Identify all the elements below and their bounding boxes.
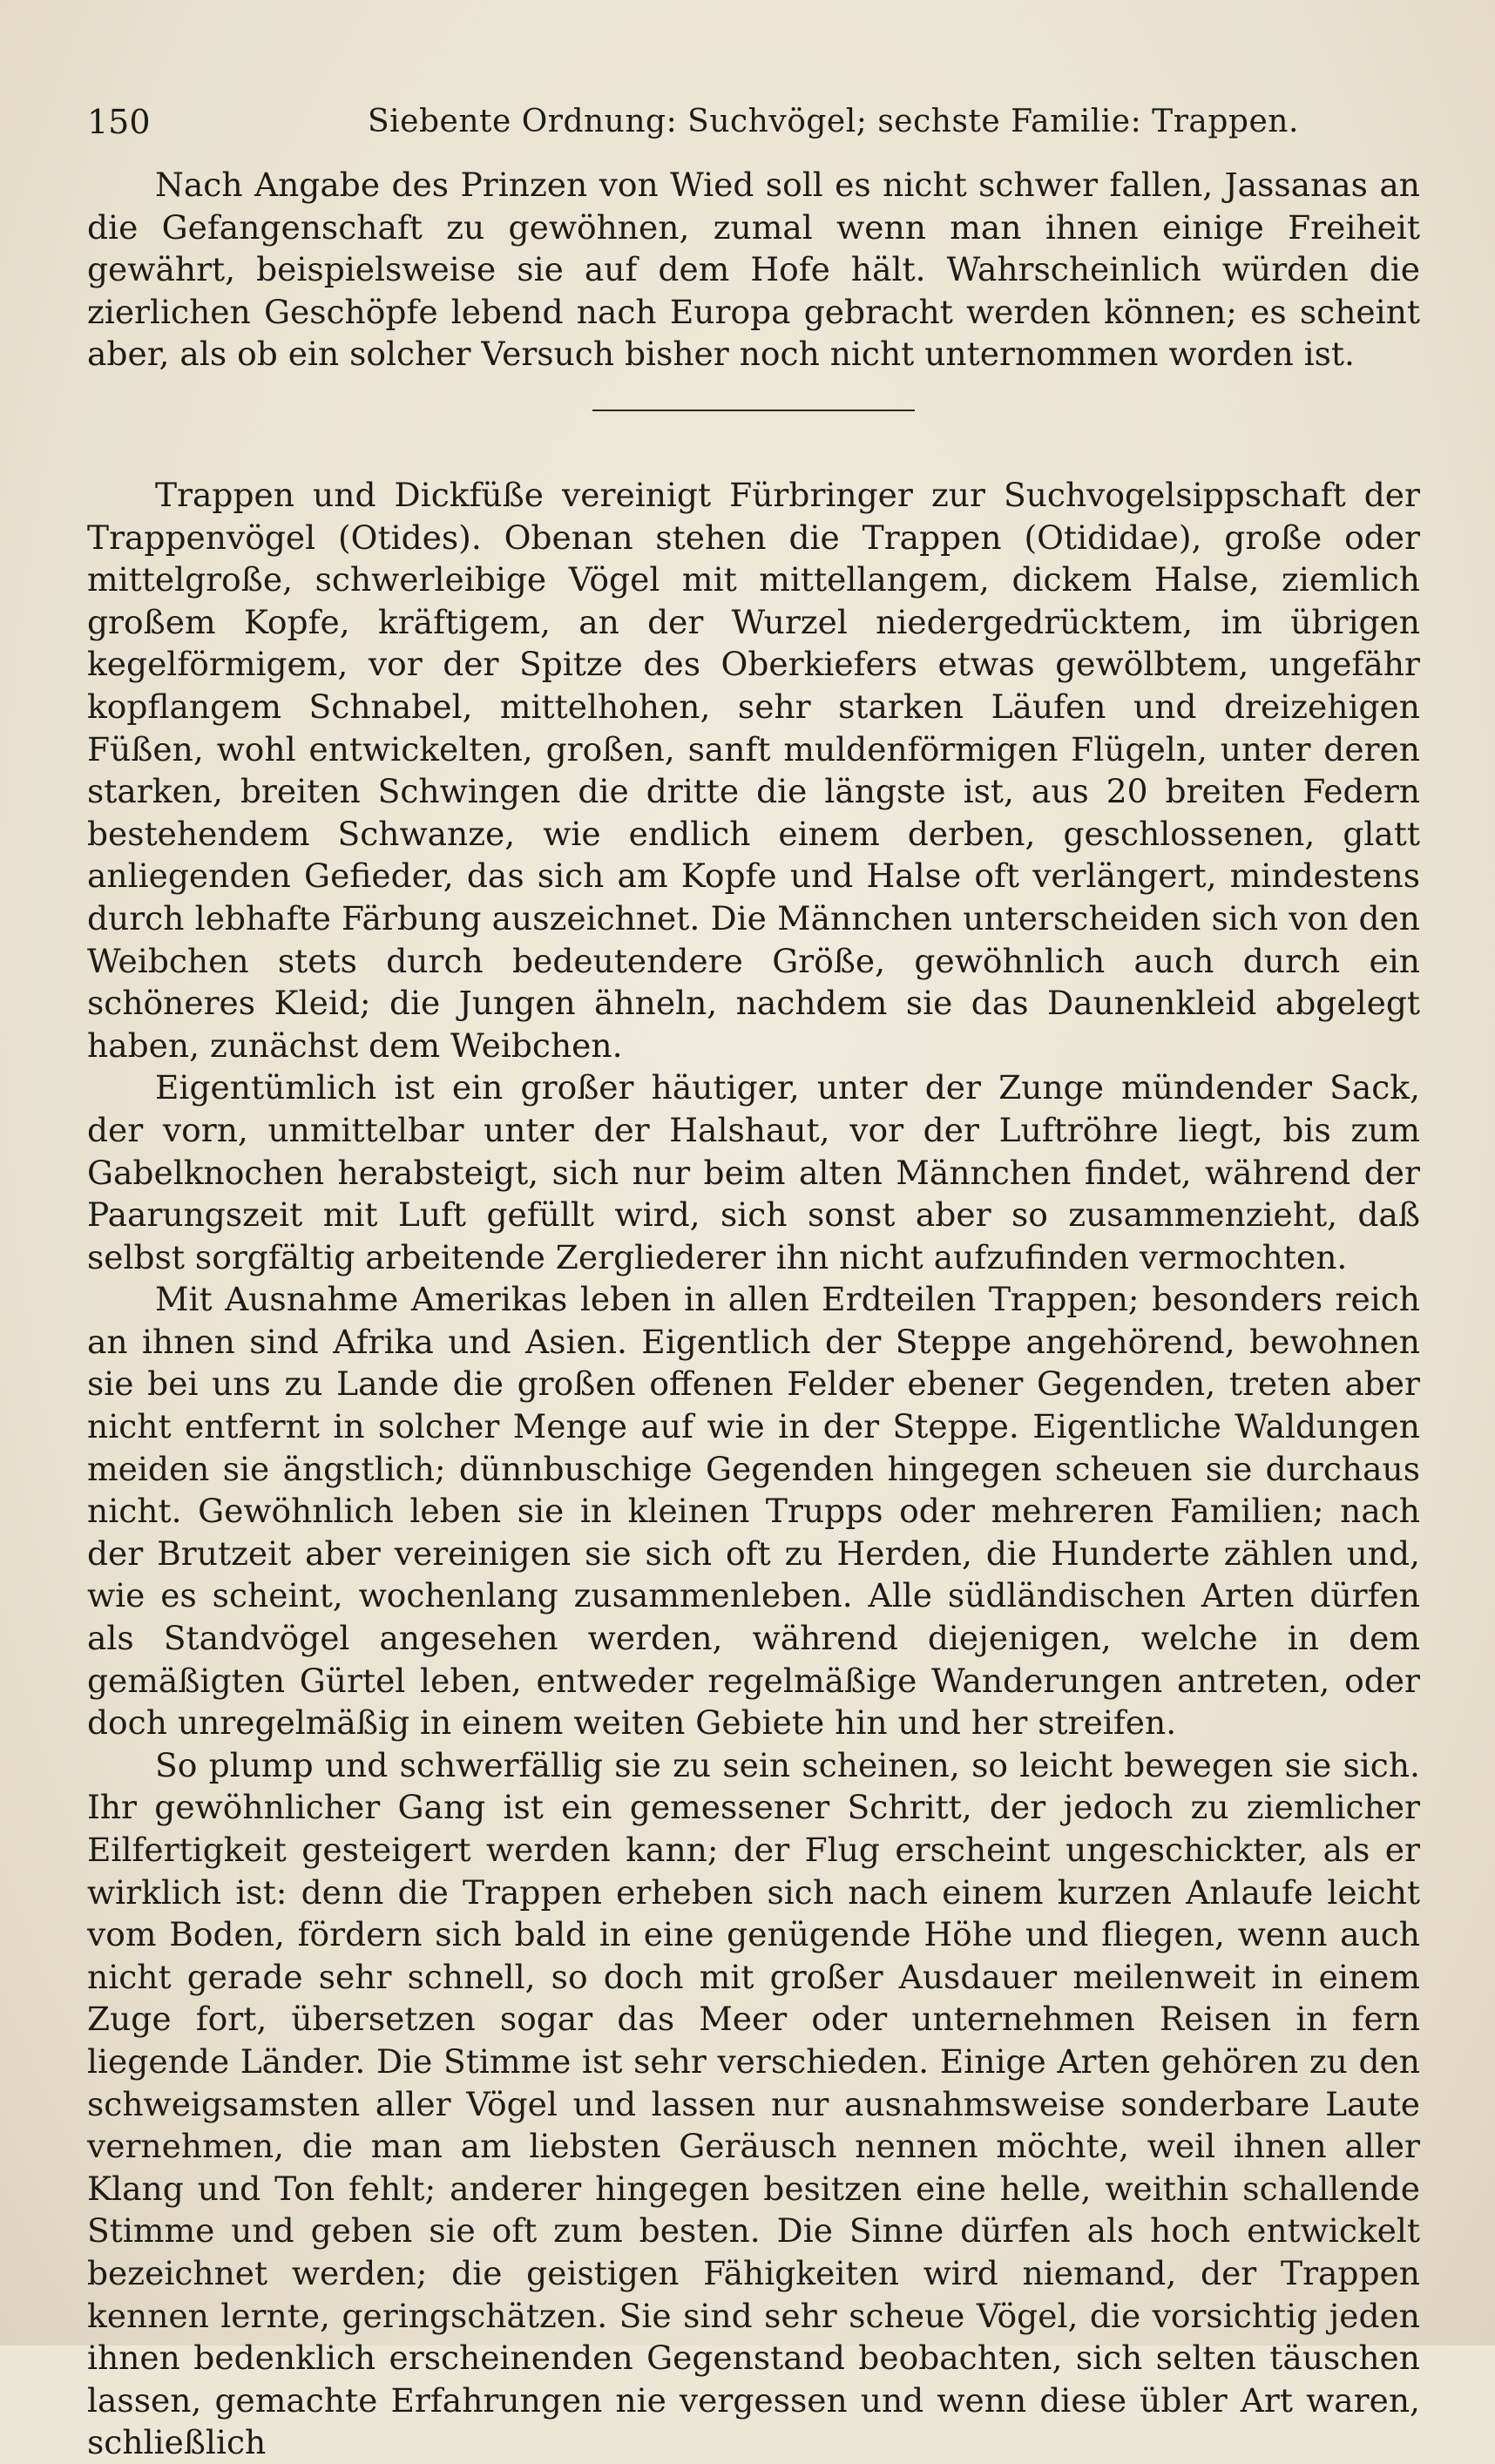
text-block-top xyxy=(87,164,1420,376)
paragraph: Mit Ausnahme Amerikas leben in allen Erdteilen Trappen; besonders reich an ihnen sind Afrika und Asien. Eigentlich der Steppe angehörend, bewohnen sie bei uns zu Lande die großen offenen Felder ebener Gegenden, treten aber nicht entfernt in solcher Menge auf wie in der Steppe. Eigentliche Waldungen meiden sie ängstlich; dünnbuschige Gegenden hingegen scheuen sie durchaus nicht. Gewöhnlich leben sie in kleinen Trupps oder mehreren Familien; nach der Brutzeit aber vereinigen sie sich oft zu Herden, die Hunderte zählen und, wie es scheint, wochenlang zusammenleben. Alle südländischen Arten dürfen als Standvögel angesehen werden, während diejenigen, welche in dem gemäßigten Gürtel leben, entweder regelmäßige Wanderungen antreten, oder doch unregelmäßig in einem weiten Gebiete hin und her streifen. xyxy=(87,1280,1420,1743)
page-number: 150 xyxy=(87,103,151,141)
running-title: Siebente Ordnung: Suchvögel; sechste Familie: Trappen. xyxy=(368,104,1299,139)
page-header xyxy=(87,98,1420,146)
paragraph: Nach Angabe des Prinzen von Wied soll es nicht schwer fallen, Jassanas an die Gefangenschaft zu gewöhnen, zumal wenn man ihnen einige Freiheit gewährt, beispielsweise sie auf dem Hofe hält. Wahrscheinlich würden die zierlichen Geschöpfe lebend nach Europa gebracht werden können; es scheint aber, als ob ein solcher Versuch bisher noch nicht unternommen worden ist. xyxy=(87,166,1420,374)
paragraph: Eigentümlich ist ein großer häutiger, unter der Zunge mündender Sack, der vorn, unmittelbar unter der Halshaut, vor der Luftröhre liegt, bis zum Gabelknochen herabsteigt, sich nur beim alten Männchen findet, während der Paarungszeit mit Luft gefüllt wird, sich sonst aber so zusammenzieht, daß selbst sorgfältig arbeitende Zergliederer ihn nicht aufzufinden vermochten. xyxy=(87,1068,1420,1276)
section-divider xyxy=(592,410,915,411)
paragraph: Trappen und Dickfüße vereinigt Fürbringer zur Suchvogelsippschaft der Trappenvögel (Otides). Obenan stehen die Trappen (Otididae), große oder mittelgroße, schwerleibige Vögel mit mittellangem, dickem Halse, ziemlich großem Kopfe, kräftigem, an der Wurzel niedergedrücktem, im übrigen kegelförmigem, vor der Spitze des Oberkiefers etwas gewölbtem, ungefähr kopflangem Schnabel, mittelhohen, sehr starken Läufen und dreizehigen Füßen, wohl entwickelten, großen, sanft muldenförmigen Flügeln, unter deren starken, breiten Schwingen die dritte die längste ist, aus 20 breiten Federn bestehendem Schwanze, wie endlich einem derben, geschlossenen, glatt anliegenden Gefieder, das sich am Kopfe und Halse oft verlängert, mindestens durch lebhafte Färbung auszeichnet. Die Männchen unterscheiden sich von den Weibchen stets durch bedeutendere Größe, gewöhnlich auch durch ein schöneres Kleid; die Jungen ähneln, nachdem sie das Daunenkleid abgelegt haben, zunächst dem Weibchen. xyxy=(87,476,1420,1065)
text-block-bottom xyxy=(87,474,1420,2464)
paragraph: So plump und schwerfällig sie zu sein scheinen, so leicht bewegen sie sich. Ihr gewöhnlicher Gang ist ein gemessener Schritt, der jedoch zu ziemlicher Eilfertigkeit gesteigert werden kann; der Flug erscheint ungeschickter, als er wirklich ist: denn die Trappen erheben sich nach einem kurzen Anlaufe leicht vom Boden, fördern sich bald in eine genügende Höhe und fliegen, wenn auch nicht gerade sehr schnell, so doch mit großer Ausdauer meilenweit in einem Zuge fort, übersetzen sogar das Meer oder unternehmen Reisen in fern liegende Länder. Die Stimme ist sehr verschieden. Einige Arten gehören zu den schweigsamsten aller Vögel und lassen nur ausnahmsweise sonderbare Laute vernehmen, die man am liebsten Geräusch nennen möchte, weil ihnen aller Klang und Ton fehlt; anderer hingegen besitzen eine helle, weithin schallende Stimme und geben sie oft zum besten. Die Sinne dürfen als hoch entwickelt bezeichnet werden; die geistigen Fähigkeiten wird niemand, der Trappen kennen lernte, geringschätzen. Sie sind sehr scheue Vögel, die vorsichtig jeden ihnen bedenklich erscheinenden Gegenstand beobachten, sich selten täuschen lassen, gemachte Erfahrungen nie vergessen und wenn diese übler Art waren, schließlich xyxy=(87,1745,1420,2462)
